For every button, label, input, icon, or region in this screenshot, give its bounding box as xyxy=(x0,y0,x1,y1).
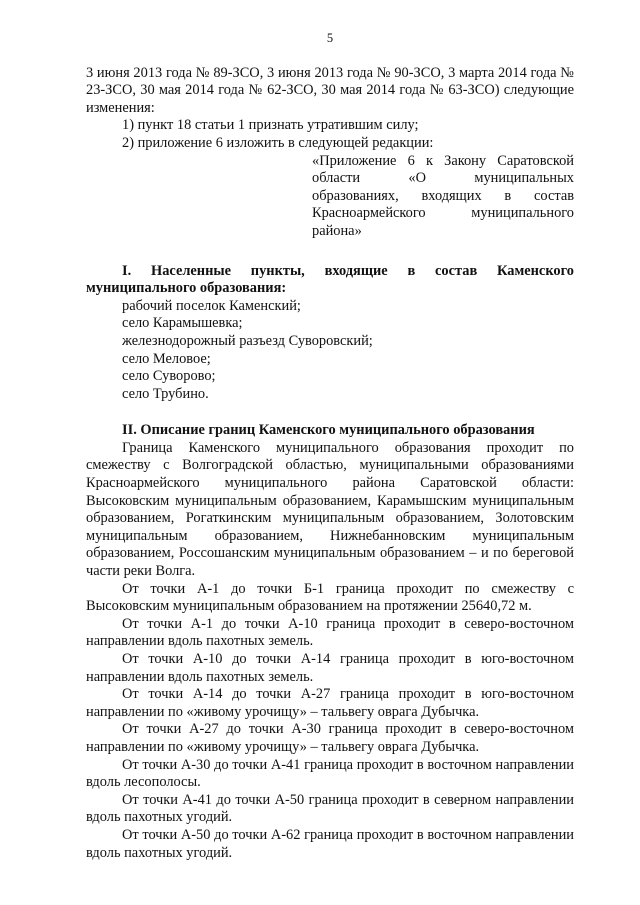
boundary-paragraph: От точки А-27 до точки А-30 граница проходит в северо-восточном направлении по «живому урочищу» – тальвегу оврага Дубычка. xyxy=(86,721,574,755)
boundary-paragraph: От точки А-30 до точки А-41 граница проходит в восточном направлении вдоль лесополосы. xyxy=(86,756,574,791)
section-1-heading: I. Населенные пункты, входящие в состав Каменского муниципального образования: xyxy=(86,262,574,297)
amendment-item-2: 2) приложение 6 изложить в следующей редакции: xyxy=(122,134,434,151)
page-number: 5 xyxy=(326,31,334,45)
boundary-paragraph: От точки А-10 до точки А-14 граница проходит в юго-восточном направлении вдоль пахотных земель. xyxy=(86,651,574,685)
settlement-item: село Карамышевка; xyxy=(122,315,243,332)
settlement-item: село Трубино. xyxy=(122,385,209,402)
boundary-paragraph: От точки А-41 до точки А-50 граница проходит в северном направлении вдоль пахотных угодий. xyxy=(86,791,574,826)
settlement-item: село Суворово; xyxy=(122,368,216,385)
boundary-paragraph: От точки А-14 до точки А-27 граница проходит в юго-восточном направлении по «живому урочищу» – тальвегу оврага Дубычка. xyxy=(86,686,574,720)
boundary-paragraph: От точки А-1 до точки Б-1 граница проходит по смежеству с Высоковским муниципальным образованием на протяжении 25640,72 м. xyxy=(86,580,574,615)
settlement-item: село Меловое; xyxy=(122,350,211,367)
intro-paragraph: 3 июня 2013 года № 89-ЗСО, 3 июня 2013 года № 90-ЗСО, 3 марта 2014 года № 23-ЗСО, 30 мая 2014 года № 62-ЗСО, 30 мая 2014 года № 63-ЗСО) следующие изменения: xyxy=(86,64,574,116)
settlements-list xyxy=(86,298,574,404)
settlement-item: рабочий поселок Каменский; xyxy=(122,297,301,314)
boundary-paragraph: Граница Каменского муниципального образования проходит по смежеству с Волгоградской областью, муниципальными образованиями Красноармейского муниципального района Саратовской области: Высоковским муниципальным образованием, Карамышским муниципальным образованием, Рогаткинским муниципальным образованием, Золотовским муниципальным образованием, Нижнебанновским муниципальным образованием, Россошанским муниципальным образованием – и по береговой части реки Волга. xyxy=(86,439,574,580)
boundary-paragraph: От точки А-1 до точки А-10 граница проходит в северо-восточном направлении вдоль пахотных земель. xyxy=(86,615,574,650)
section-2-heading: II. Описание границ Каменского муниципального образования xyxy=(122,422,535,439)
amendment-item-1: 1) пункт 18 статьи 1 признать утратившим силу; xyxy=(122,117,419,134)
settlement-item: железнодорожный разъезд Суворовский; xyxy=(122,332,373,349)
appendix-quote: «Приложение 6 к Закону Саратовской области «О муниципальных образованиях, входящих в состав Красноармейского муниципального района» xyxy=(312,152,574,239)
boundary-paragraph: От точки А-50 до точки А-62 граница проходит в восточном направлении вдоль пахотных угодий. xyxy=(86,826,574,861)
